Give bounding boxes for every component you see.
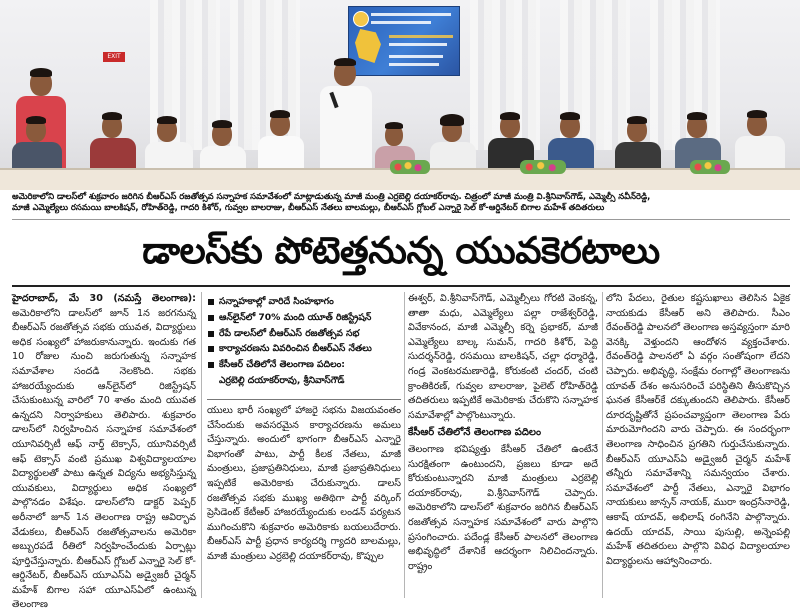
article-column-3	[408, 292, 598, 598]
highlight-text: ఆన్‌లైన్‌లో 70% మంది యూత్ రిజిస్ట్రేషన్	[219, 311, 372, 323]
banner-text-line	[389, 63, 439, 66]
flower-bouquet	[690, 160, 730, 174]
curtain-decoration	[650, 0, 720, 150]
banner-text-line	[389, 43, 447, 46]
photo-caption	[12, 191, 790, 213]
bullet-square-icon	[208, 346, 214, 352]
news-photo	[0, 0, 800, 188]
party-logo-icon	[353, 11, 369, 27]
flower-bouquet	[390, 160, 430, 174]
headline-divider	[12, 285, 790, 287]
highlight-text: రేపే డాలస్‌లో బీఆర్‌ఎస్ రజతోత్సవ సభ	[219, 327, 360, 339]
article-column-4	[606, 292, 790, 598]
highlight-item	[207, 341, 401, 357]
bullet-square-icon	[208, 299, 214, 305]
bullet-square-icon	[208, 331, 214, 337]
column-divider	[404, 292, 405, 598]
bullet-square-icon	[208, 315, 214, 321]
article-headline: డాలస్‌కు పోటెత్తనున్న యువకెరటాలు	[142, 229, 660, 272]
exit-sign: EXIT	[103, 52, 125, 62]
column-text: అమెరికాలోని డాలస్‌లో జూన్ 1న జరగనున్న బీఆర్‌ఎస్ రజతోత్సవ సభకు యువత, విద్యార్థులు అధిక సంఖ్యలో హాజరుకానున్నారు. ఇందుకు గత 10 రోజుల నుంచి జరుగుతున్న సన్నాహక సమావేశాల సందడి నెలకొంది. సభకు హాజరయ్యేందుకు ఆన్‌లైన్‌లో రిజిస్ట్రేషన్ చేసుకుంటున్న వారిలో 70 శాతం మంది యువత ఉన్నదని నిర్వాహకులు తెలిపారు. శుక్రవారం డాలస్‌లో నిర్వహించిన సన్నాహక సమావేశంలో యూనివర్సిటీ ఆఫ్ నార్త్ టెక్సాస్, యూనివర్సిటీ ఆఫ్ టెక్సాస్ వంటి ప్రముఖ విశ్వవిద్యాలయాల విద్యార్థులతో పాటు ఉన్నత విద్యను అభ్యసిస్తున్న యువకులు, విద్యార్థులు అధిక సంఖ్యలో పాల్గొనడం విశేషం. డాలస్‌లోని డాక్టర్ పెప్పర్ అరీనాలో జూన్ 1న తెలంగాణ రాష్ట్ర ఆవిర్భావ వేడుకలు, బీఆర్‌ఎస్ రజతోత్సవాలను అమెరికా అబ్బురపడే రీతిలో నిర్వహించేందుకు ఏర్పాట్లు పూర్తిచేస్తున్నారు. బీఆర్‌ఎస్ గ్లోబల్ ఎన్నారై సెల్ కో-ఆర్డినేటర్, బీఆర్‌ఎస్ యూఎస్‌ఏ అడ్వైజరీ చైర్మన్ మహేశ్ బిగాల సహా యూఎస్‌ఏలో ఉంటున్న తెలంగాణ	[12, 307, 196, 611]
banner-text-line	[371, 21, 431, 24]
column-text: లోని పేదలు, రైతుల కష్టసుఖాలు తెలిసిన ఏకైక నాయకుడు కేసీఆర్ అని తెలిపారు. సీఎం రేవంత్‌రెడ్డి పాలనలో తెలంగాణ అస్తవ్యస్తంగా మారి వెనక్కి వెళ్తుందని ఆందోళన వ్యక్తంచేశారు. రేవంత్‌రెడ్డి పాలనలో ఏ వర్గం సంతోషంగా లేదని చెప్పారు. అభివృద్ధి, సంక్షేమ రంగాల్లో తెలంగాణను యావత్ దేశం అనుసరించే పరిస్థితిని తీసుకొచ్చిన ఘనత కేసీఆర్‌కే దక్కుతుందని తెలిపారు. కేసీఆర్ దూరదృష్టితోనే ప్రపంచవ్యాప్తంగా తెలంగాణ పేరు మారుమోగిందని వారు చెప్పారు. ఈ సందర్భంగా తెలంగాణ సాధించిన ప్రగతిని గుర్తుచేసుకున్నారు. బీఆర్‌ఎస్ యూఎస్‌ఏ అడ్వైజరీ చైర్మన్ మహేశ్ తన్నీరు సమావేశాన్ని సమన్వయం చేశారు. సమావేశంలో పార్టీ నేతలు, ఎన్నారై విభాగం నాయకులు జాన్సన్ నాయక్, మురా ఇంద్రసేనారెడ్డి, ఆకాష్ యాదవ్, అభిలాష్ రంగినేని పాల్గొన్నారు. ఉదయ్ యాదవ్, సాయి పుసుల్లి, అన్నెంపల్లి మహేశ్ తదితరులు పాల్గొని వివిధ విద్యాలయాల విద్యార్థులను ఆహ్వానించారు.	[606, 293, 790, 567]
highlights-box	[207, 294, 401, 398]
dateline: హైదరాబాద్, మే 30 (నమస్తే తెలంగాణ):	[12, 293, 196, 304]
banner-text-line	[389, 35, 453, 38]
highlight-subline: ఎర్రబెల్లి దయాకర్‌రావు, శ్రీనివాస్‌గౌడ్	[219, 374, 345, 386]
highlight-text: కేసీఆర్ చేతిలోనే తెలంగాణ పదిలం:	[219, 359, 345, 371]
bullet-square-icon	[208, 362, 214, 368]
article-column-2	[207, 404, 401, 598]
banner-text-line	[389, 55, 443, 58]
section-subhead: కేసీఆర్ చేతిలోనే తెలంగాణ పదిలం	[408, 427, 542, 439]
flower-bouquet	[520, 160, 566, 174]
highlight-text: కార్యాచరణను వివరించిన బీఆర్‌ఎస్ నేతలు	[219, 343, 372, 355]
highlight-item	[207, 326, 401, 342]
column-text: యులు భారీ సంఖ్యలో హాజరై సభను విజయవంతం చేసేందుకు అవసరమైన కార్యాచరణను అమలు చేస్తున్నారు. అందులో భాగంగా బీఆర్‌ఎస్ ఎన్నారై విభాగంతో పాటు, పార్టీ కీలక నేతలు, మాజీ మంత్రులు, ప్రజాప్రతినిధులు, మాజీ ప్రజాప్రతినిధులు ఇప్పటికే అమెరికాకు చేరుకున్నారు. డాలస్ రజతోత్సవ సభకు ముఖ్య అతిథిగా పార్టీ వర్కింగ్ ప్రెసిడెంట్ కేటీఆర్ హాజరయ్యేందుకు లండన్ పర్యటన ముగించుకొని శుక్రవారం అమెరికాకు బయలుదేరారు. బీఆర్‌ఎస్ పార్టీ ప్రధాన కార్యదర్శి గ్యాదరి బాలమల్లు, మాజీ మంత్రులు ఎర్రబెల్లి దయాకర్‌రావు, కొప్పుల	[207, 405, 401, 562]
column-text: ఈశ్వర్, వి.శ్రీనివాస్‌గౌడ్, ఎమ్మెల్సీలు గోరటి వెంకన్న, తాతా మధు, ఎమ్మెల్యేలు పల్లా రాజేశ్వర్‌రెడ్డి, వివేకానంద, మాజీ ఎమ్మెల్సీ కర్నె ప్రభాకర్, మాజీ ఎమ్మెల్యేలు బాల్క సుమన్, గాదరి కిశోర్, పెద్ది సుదర్శన్‌రెడ్డి, రసమయి బాలకిషన్, చల్లా ధర్మారెడ్డి, గండ్ర వెంకటరమణారెడ్డి, కోరుకంటి చందర్, చంటి క్రాంతికిరణ్, గువ్వల బాలరాజు, పైలెట్ రోహిత్‌రెడ్డి తదితరులు ఇప్పటికే అమెరికాకు చేరుకొని సన్నాహక సమావేశాల్లో పాల్గొంటున్నారు.	[408, 293, 598, 421]
banner-text-line	[371, 13, 451, 16]
caption-line: మాజీ ఎమ్మెల్యేలు రసమయి బాలకిషన్, రోహిత్‌రెడ్డి, గాదరి కిశోర్, గువ్వల బాలరాజు, బీఆర్‌ఎస్ నేతలు బాలమల్లు, బీఆర్‌ఎస్ గ్లోబల్ ఎన్నారై సెల్ కో-ఆర్డినేటర్ బిగాల మహేశ్ తదితరులు	[12, 202, 605, 212]
column-divider	[602, 292, 603, 598]
event-banner	[348, 6, 460, 76]
caption-line: అమెరికాలోని డాలస్‌లో శుక్రవారం జరిగిన బీఆర్‌ఎస్ రజతోత్సవ సన్నాహక సమావేశంలో మాట్లాడుతున్న మాజీ మంత్రి ఎర్రబెల్లి దయాకర్‌రావు. చిత్రంలో మాజీ మంత్రి వి.శ్రీనివాస్‌గౌడ్, ఎమ్మెల్సీ నవీన్‌రెడ్డి,	[12, 191, 651, 201]
highlight-item	[207, 357, 401, 373]
highlight-item	[207, 310, 401, 326]
column-divider	[201, 292, 202, 598]
column-text: తెలంగాణ భవిష్యత్తు కేసీఆర్ చేతిలో ఉంటేనే సురక్షితంగా ఉంటుందని, ప్రజలు కూడా అదే కోరుకుంటున్నారని మాజీ మంత్రులు ఎర్రబెల్లి దయాకర్‌రావు, వి.శ్రీనివాస్‌గౌడ్ చెప్పారు. అమెరికాలోని డాలస్‌లో శుక్రవారం జరిగిన బీఆర్‌ఎస్ రజతోత్సవ సన్నాహక సమావేశంలో వారు పాల్గొని ప్రసంగించారు. పదేండ్ల కేసీఆర్ పాలనలో తెలంగాణ అభివృద్ధిలో దేశానికే ఆదర్శంగా నిలిచిందన్నారు. రాష్ట్రం	[408, 443, 598, 572]
caption-divider	[12, 219, 790, 220]
highlight-item	[207, 294, 401, 310]
highlight-text: సన్నాహకాల్లో వారిదే సింహభాగం	[219, 296, 334, 307]
telangana-map-icon	[355, 29, 381, 63]
article-column-1	[12, 292, 196, 611]
highlights-divider	[207, 399, 401, 400]
